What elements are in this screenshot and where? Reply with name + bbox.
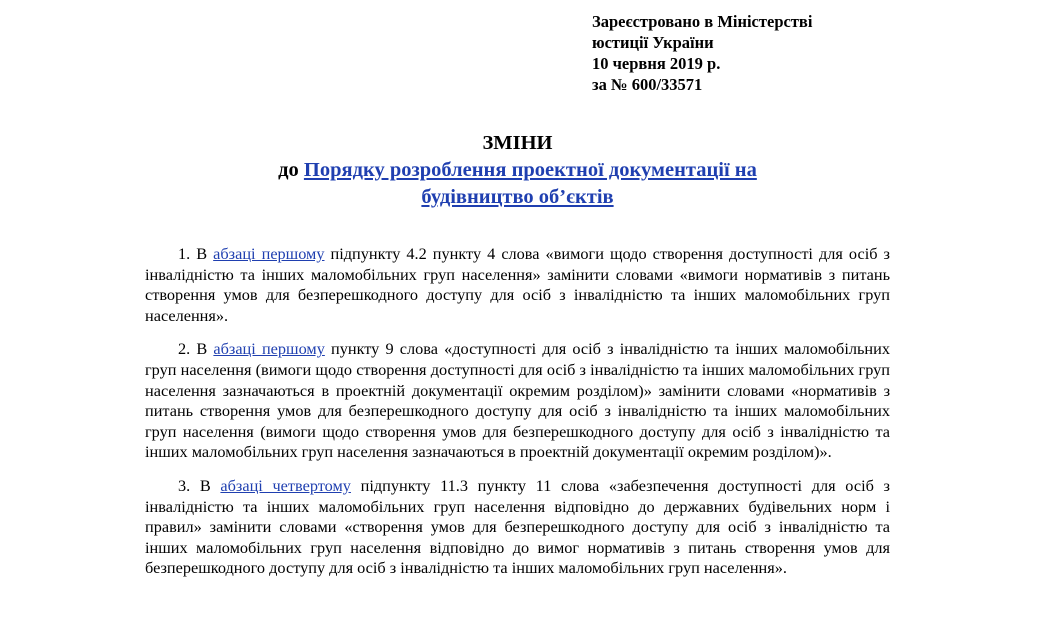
paragraph-link-2[interactable]: абзаці першому <box>213 339 325 359</box>
document-body <box>145 244 890 592</box>
procedure-link[interactable] <box>304 159 757 208</box>
paragraph-text: підпункту 11.3 пункту 11 слова «забезпечення доступності для осіб з інвалідністю та інших маломобільних груп населення відповідно до державних будівельних норм і правил» замінити словами «створення умов для безперешкодного доступу для осіб з інвалідністю та інших маломобільних груп населення відповідно до вимог нормативів з питань створення умов для безперешкодного доступу для осіб з інвалідністю та інших маломобільних груп населення». <box>145 475 890 578</box>
registration-line-2: юстиції України <box>592 33 714 52</box>
procedure-link-line-1: Порядку розроблення проектної документації на <box>303 159 757 181</box>
paragraph-number: 3. В <box>178 475 221 495</box>
document-title <box>145 130 890 211</box>
registration-block <box>592 11 812 95</box>
paragraph-3 <box>145 476 890 579</box>
registration-line-4: за № 600/33571 <box>592 75 703 94</box>
title-subheading <box>145 157 890 211</box>
paragraph-text: пункту 9 слова «доступності для осіб з інвалідністю та інших маломобільних груп населення (вимоги щодо створення доступності для осіб з інвалідністю та інших маломобільних груп населення зазначаються в проектній документації окремим розділом)» замінити словами «нормативів з питань створення умов для безперешкодного доступу для осіб з інвалідністю та інших маломобільних груп населення (вимоги щодо створення умов для безперешкодного доступу для осіб з інвалідністю та інших маломобільних груп населення зазначаються в проектній документації окремим розділом)». <box>145 339 890 462</box>
paragraph-number: 1. В <box>178 244 214 263</box>
title-prefix: до <box>278 159 304 181</box>
paragraph-text: підпункту 4.2 пункту 4 слова «вимоги щодо створення доступності для осіб з інвалідністю та інших маломобільних груп населення» замінити словами «вимоги нормативів з питань створення умов для безперешкодного доступу для осіб з інвалідністю та інших маломобільних груп населення». <box>145 244 890 325</box>
procedure-link-line-2: будівництво об’єктів <box>421 186 614 208</box>
paragraph-number: 2. В <box>178 339 214 359</box>
paragraph-2 <box>145 339 890 463</box>
registration-line-3: 10 червня 2019 р. <box>592 54 721 73</box>
paragraph-link-1[interactable]: абзаці першому <box>213 244 325 263</box>
paragraph-1 <box>145 244 890 326</box>
paragraph-link-3[interactable]: абзаці четвертому <box>220 475 351 495</box>
registration-line-1: Зареєстровано в Міністерстві <box>592 12 813 31</box>
title-heading: ЗМІНИ <box>482 132 553 154</box>
